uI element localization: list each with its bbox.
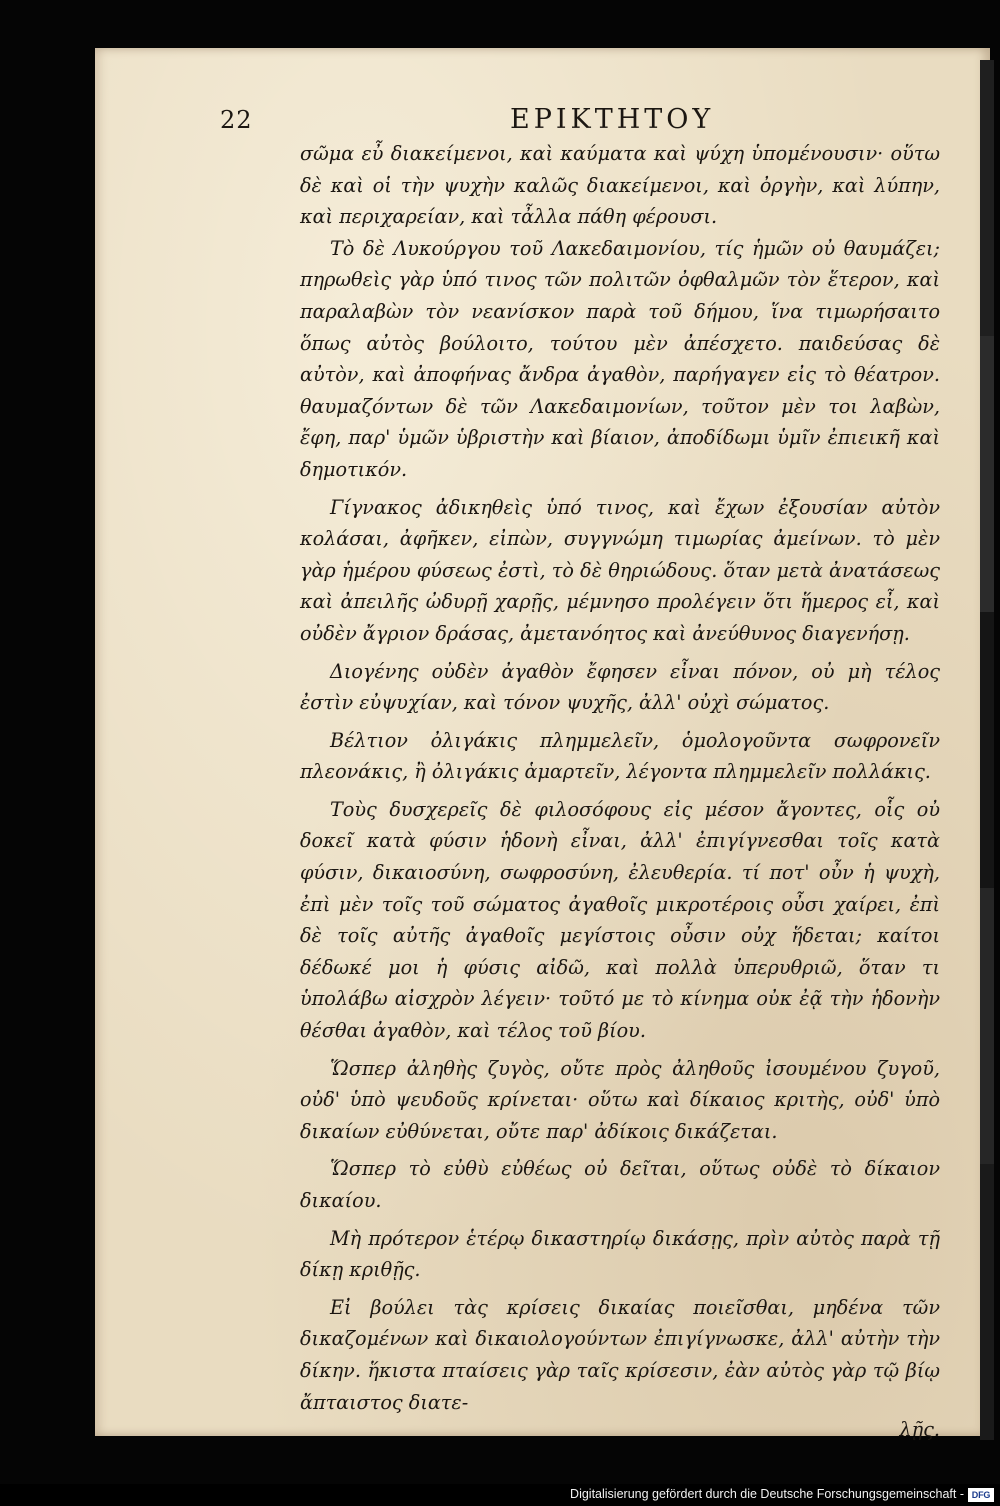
page-header (220, 106, 940, 136)
paragraph-3: Γίγνακος ἀδικηθεὶς ὑπό τινος, καὶ ἔχων ἐξουσίαν αὐτὸν κολάσαι, ἀφῆκεν, εἰπὼν, συγγνώμη τιμωρίας ἀμείνων. τὸ μὲν γὰρ ἡμέρου φύσεως ἐστὶ, τὸ δὲ θηριώδους. ὅταν μετὰ ἀνατάσεως καὶ ἀπειλῆς ὠδυρῇ χαρῇς, μέμνησο προλέγειν ὅτι ἥμερος εἶ, καὶ οὐδὲν ἄγριον δράσας, ἀμετανόητος καὶ ἀνεύθυνος διαγενήσῃ. (300, 495, 940, 645)
page-number: 22 (220, 106, 253, 134)
footer-bar (0, 1484, 1000, 1506)
paragraph-4: Διογένης οὐδὲν ἀγαθὸν ἔφησεν εἶναι πόνον, οὐ μὴ τέλος ἐστὶν εὐψυχίαν, καὶ τόνον ψυχῆς, ἀλλ' οὐχὶ σώματος. (300, 659, 940, 715)
paragraph-9: Μὴ πρότερον ἑτέρῳ δικαστηρίῳ δικάσῃς, πρὶν αὐτὸς παρὰ τῇ δίκῃ κριθῇς. (300, 1226, 940, 1282)
paragraph-6: Τοὺς δυσχερεῖς δὲ φιλοσόφους εἰς μέσον ἄγοντες, οἷς οὐ δοκεῖ κατὰ φύσιν ἡδονὴ εἶναι, ἀλλ' ἐπιγίγνεσθαι τοῖς κατὰ φύσιν, δικαιοσύνη, σωφροσύνη, ἐλευθερία. τί ποτ' οὖν ἡ ψυχὴ, ἐπὶ μὲν τοῖς τοῦ σώματος ἀγαθοῖς μικροτέροις οὖσι χαίρει, ἐπὶ δὲ τοῖς αὐτῆς ἀγαθοῖς μεγίστοις οὖσιν οὐχ ἥδεται; καίτοι δέδωκέ μοι ἡ φύσις αἰδῶ, καὶ πολλὰ ὑπερυθριῶ, ὅταν τι ὑπολάβω αἰσχρὸν λέγειν· τοῦτό με τὸ κίνημα οὐκ ἐᾷ τὴν ἡδονὴν θέσθαι ἀγαθὸν, καὶ τέλος τοῦ βίου. (300, 797, 940, 1043)
paragraph-5: Βέλτιον ὀλιγάκις πλημμελεῖν, ὁμολογοῦντα σωφρονεῖν πλεονάκις, ἢ ὀλιγάκις ἁμαρτεῖν, λέγοντα πλημμελεῖν πολλάκις. (300, 728, 940, 784)
paragraph-1: σῶμα εὖ διακείμενοι, καὶ καύματα καὶ ψύχη ὑπομένουσιν· οὕτω δὲ καὶ οἱ τὴν ψυχὴν καλῶς διακείμενοι, καὶ ὀργὴν, καὶ λύπην, καὶ περιχαρείαν, καὶ τἆλλα πάθη φέρουσι. (300, 142, 940, 229)
running-head: ΕΡΙΚΤΗΤΟΥ (510, 104, 715, 135)
paragraph-7: Ὥσπερ ἀληθὴς ζυγὸς, οὔτε πρὸς ἀληθοῦς ἰσουμένου ζυγοῦ, οὐδ' ὑπὸ ψευδοῦς κρίνεται· οὕτω καὶ δίκαιος κριτὴς, οὐδ' ὑπὸ δικαίων εὐθύνεται, οὔτε παρ' ἀδίκοις δικάζεται. (300, 1056, 940, 1143)
paragraph-end-word: λῇς. (899, 1418, 940, 1442)
paragraph-8: Ὥσπερ τὸ εὐθὺ εὐθέως οὐ δεῖται, οὕτως οὐδὲ τὸ δίκαιον δικαίου. (300, 1157, 940, 1212)
color-calibration-strip (980, 60, 994, 1440)
paragraph-2: Τὸ δὲ Λυκούργου τοῦ Λακεδαιμονίου, τίς ἡμῶν οὐ θαυμάζει; πηρωθεὶς γὰρ ὑπό τινος τῶν πολιτῶν ὀφθαλμῶν τὸν ἕτερον, καὶ παραλαβὼν τὸν νεανίσκον παρὰ τοῦ δήμου, ἵνα τιμωρήσαιτο ὅπως αὐτὸς βούλοιτο, τούτου μὲν ἀπέσχετο. παιδεύσας δὲ αὐτὸν, καὶ ἀποφήνας ἄνδρα ἀγαθὸν, παρήγαγεν εἰς τὸ θέατρον. θαυμαζόντων δὲ τῶν Λακεδαιμονίων, τοῦτον μὲν τοι λαβὼν, ἔφη, παρ' ὑμῶν ὑβριστὴν καὶ βίαιον, ἀποδίδωμι ὑμῖν ἐπιεικῆ καὶ δημοτικόν. (300, 236, 940, 481)
dfg-logo-icon: DFG (968, 1488, 994, 1502)
paragraph-10: Εἰ βούλει τὰς κρίσεις δικαίας ποιεῖσθαι, μηδένα τῶν δικαζομένων καὶ δικαιολογούντων ἐπιγίγνωσκε, ἀλλ' αὐτὴν τὴν δίκην. ἥκιστα πταίσεις γὰρ ταῖς κρίσεσιν, ἐὰν αὐτὸς γὰρ τῷ βίῳ ἄπταιστος διατε- (300, 1295, 940, 1414)
funding-notice: Digitalisierung gefördert durch die Deutsche Forschungsgemeinschaft - (570, 1487, 964, 1501)
main-text (300, 138, 940, 1452)
